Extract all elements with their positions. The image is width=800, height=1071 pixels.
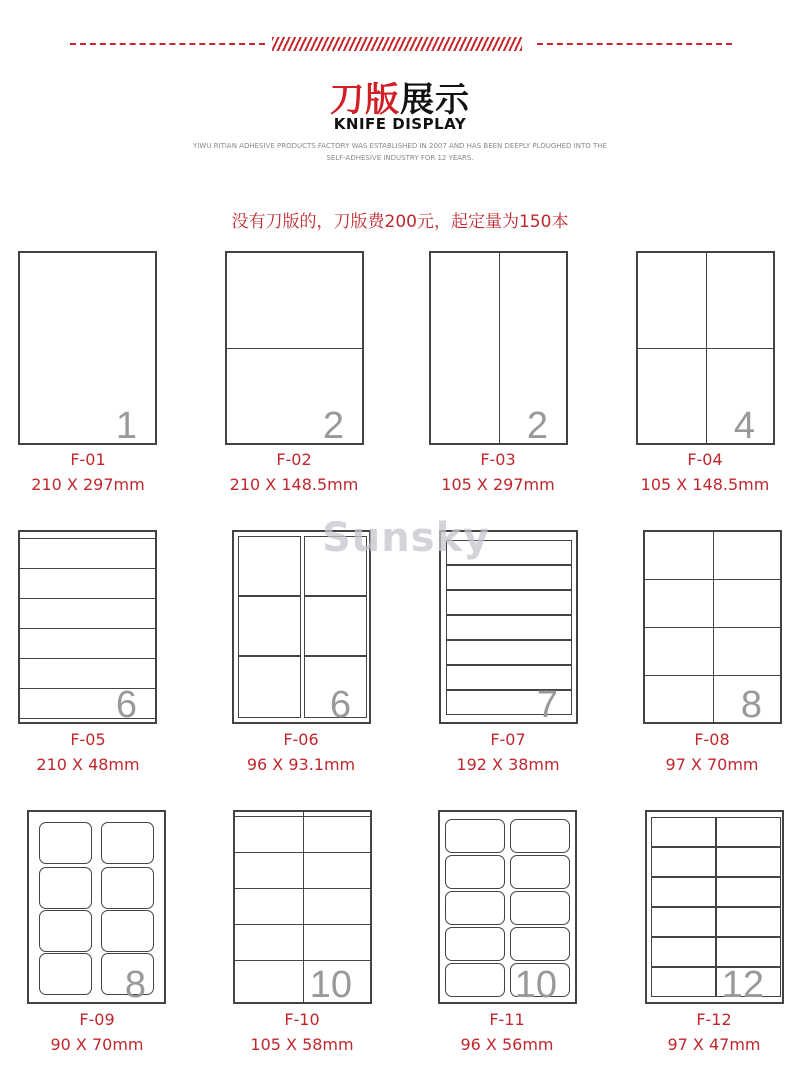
layout-code: F-04 [687, 450, 723, 469]
layout-sheet-f01 [18, 251, 157, 445]
layout-code: F-02 [276, 450, 312, 469]
layout-size: 210 X 148.5mm [229, 475, 359, 494]
label-count: 1 [115, 405, 137, 447]
label-count: 10 [309, 964, 352, 1006]
label-count: 8 [740, 684, 762, 726]
label-count: 10 [514, 964, 557, 1006]
layout-size: 97 X 47mm [667, 1035, 761, 1054]
label-count: 6 [115, 684, 137, 726]
layout-code: F-12 [696, 1010, 732, 1029]
layout-code: F-01 [70, 450, 106, 469]
layout-code: F-06 [283, 730, 319, 749]
layout-size: 105 X 148.5mm [640, 475, 770, 494]
page-subtitle: KNIFE DISPLAY [333, 115, 467, 133]
layout-code: F-03 [480, 450, 516, 469]
layout-size: 90 X 70mm [50, 1035, 144, 1054]
layout-code: F-08 [694, 730, 730, 749]
label-count: 2 [526, 405, 548, 447]
layout-sheet-f10 [233, 810, 372, 1004]
layout-code: F-09 [79, 1010, 115, 1029]
title-red: 刀版 [330, 80, 400, 120]
desc-line-1: YIWU RITIAN ADHESIVE PRODUCTS FACTORY WAS ESTABLISHED IN 2007 AND HAS BEEN DEEPLY PLOUGHED INTO THE [193, 142, 607, 150]
desc-line-2: SELF-ADHESIVE INDUSTRY FOR 12 YEARS. [326, 154, 474, 162]
layout-sheet-f08 [643, 530, 782, 724]
layout-size: 210 X 297mm [31, 475, 145, 494]
layout-size: 105 X 297mm [441, 475, 555, 494]
layout-sheet-f04 [636, 251, 775, 445]
layout-sheet-f09 [27, 810, 166, 1004]
layout-sheet-f02 [225, 251, 364, 445]
label-count: 12 [721, 964, 764, 1006]
layout-code: F-05 [70, 730, 106, 749]
layout-sheet-f11 [438, 810, 577, 1004]
layout-size: 96 X 56mm [460, 1035, 554, 1054]
label-count: 4 [733, 405, 755, 447]
layout-size: 210 X 48mm [36, 755, 140, 774]
layout-code: F-11 [489, 1010, 525, 1029]
layout-sheet-f03 [429, 251, 568, 445]
layout-code: F-07 [490, 730, 526, 749]
layout-sheet-f12 [645, 810, 784, 1004]
watermark: Sunsky [322, 515, 491, 561]
label-count: 6 [329, 684, 351, 726]
label-count: 2 [322, 405, 344, 447]
layout-size: 105 X 58mm [250, 1035, 354, 1054]
layout-sheet-f05 [18, 530, 157, 724]
layout-size: 97 X 70mm [665, 755, 759, 774]
header-dash-left [70, 43, 265, 45]
layout-size: 192 X 38mm [456, 755, 560, 774]
header-dash-right [537, 43, 732, 45]
layout-size: 96 X 93.1mm [246, 755, 356, 774]
header-hatch [272, 37, 522, 51]
title-black: 展示 [400, 80, 470, 120]
die-fee-notice: 没有刀版的，刀版费200元，起定量为150本 [231, 212, 569, 232]
label-count: 7 [536, 684, 558, 726]
layout-code: F-10 [284, 1010, 320, 1029]
company-description [150, 140, 650, 164]
label-count: 8 [124, 964, 146, 1006]
page-title [0, 72, 800, 121]
